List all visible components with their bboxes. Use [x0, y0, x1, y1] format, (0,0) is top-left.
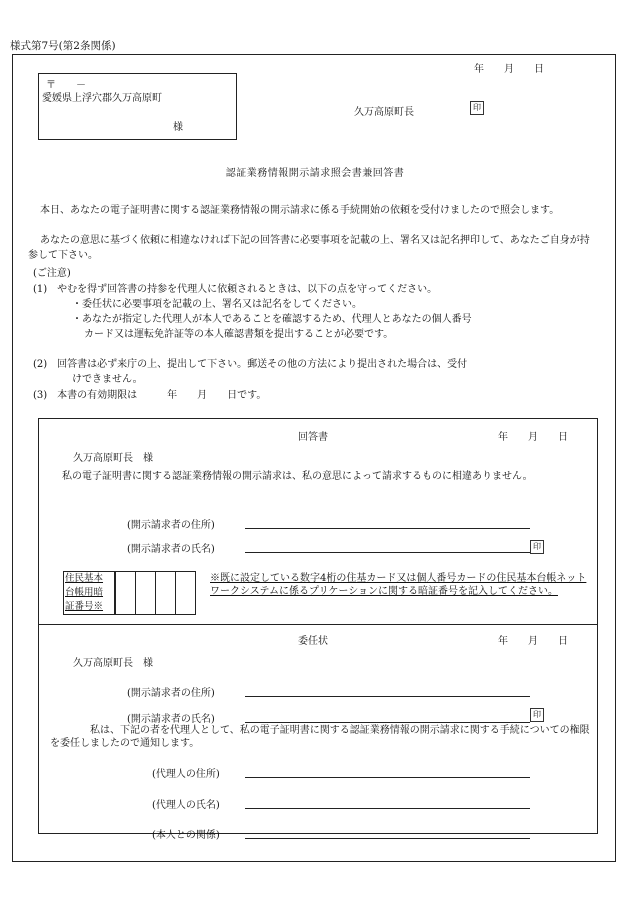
agent-name-line[interactable]: [245, 808, 530, 809]
answer-name-label: (開示請求者の氏名): [127, 544, 215, 555]
answer-name-line[interactable]: [245, 552, 530, 553]
agent-address-label: (代理人の住所): [152, 769, 220, 780]
answer-address-line[interactable]: [245, 528, 530, 529]
document-title: 認証業務情報開示請求照会書兼回答書: [225, 168, 405, 179]
caution-item-1: (1) やむを得ず回答書の持参を代理人に依頼されるときは、以下の点を守ってください。: [33, 284, 438, 295]
section-divider: [38, 624, 598, 625]
caution-item-3: (3) 本書の有効期限は 年 月 日です。: [33, 390, 267, 401]
issuer-name: 久万高原町長: [354, 107, 414, 118]
caution-item-2-cont: けできません。: [72, 374, 143, 385]
caution-item-2: (2) 回答書は必ず来庁の上、提出して下さい。郵送その他の方法により提出された場合は、受付: [33, 359, 468, 370]
proxy-addressee: 久万高原町長 様: [73, 658, 153, 669]
answer-addressee: 久万高原町長 様: [73, 453, 153, 464]
proxy-seal: 印: [530, 708, 544, 722]
pin-digit-1[interactable]: [115, 571, 136, 615]
pin-digit-2[interactable]: [135, 571, 156, 615]
issue-date: 年 月 日: [474, 64, 544, 75]
address-box: [38, 73, 237, 140]
caution-item-1-bullet-2: ・あなたが指定した代理人が本人であることを確認するため、代理人とあなたの個人番号: [72, 314, 472, 325]
issuer-seal: 印: [470, 101, 484, 115]
intro-paragraph-1: 本日、あなたの電子証明書に関する認証業務情報の開示請求に係る手続開始の依頼を受付けましたので照会します。: [40, 205, 560, 216]
proxy-title: 委任状: [298, 636, 328, 647]
recipient-honorific: 様: [173, 122, 183, 133]
answer-address-label: (開示請求者の住所): [127, 520, 215, 531]
postal-code: 〒 －: [46, 80, 86, 91]
pin-label: [63, 571, 115, 615]
pin-label-line-2: 台帳用暗: [65, 587, 104, 598]
answer-statement: 私の電子証明書に関する認証業務情報の開示請求は、私の意思によって請求するものに相違ありません。: [62, 471, 533, 482]
pin-note: ※既に設定している数字4桁の住基カード又は個人番号カードの住民基本台帳ネットワークシステムに係るプリケーションに関する暗証番号を記入してください。: [210, 573, 587, 597]
proxy-statement: 私は、下記の者を代理人として、私の電子証明書に関する認証業務情報の開示請求に関する手続についての権限を委任しましたので通知します。: [50, 725, 590, 749]
pin-digit-3[interactable]: [155, 571, 176, 615]
proxy-date: 年 月 日: [498, 636, 568, 647]
pin-digit-4[interactable]: [175, 571, 196, 615]
answer-seal: 印: [530, 540, 544, 554]
agent-address-line[interactable]: [245, 777, 530, 778]
caution-heading: (ご注意): [33, 268, 71, 279]
proxy-name-label: (開示請求者の氏名): [127, 714, 215, 725]
proxy-address-line[interactable]: [245, 696, 530, 697]
relation-label: (本人との関係): [152, 830, 220, 841]
relation-line[interactable]: [245, 838, 530, 839]
proxy-address-label: (開示請求者の住所): [127, 688, 215, 699]
pin-label-line-3: 証番号※: [65, 601, 104, 612]
answer-date: 年 月 日: [498, 432, 568, 443]
recipient-address: 愛媛県上浮穴郡久万高原町: [42, 93, 162, 104]
caution-item-1-bullet-1: ・委任状に必要事項を記載の上、署名又は記名をしてください。: [72, 299, 362, 310]
agent-name-label: (代理人の氏名): [152, 800, 220, 811]
answer-title: 回答書: [298, 432, 328, 443]
pin-label-line-1: 住民基本: [65, 573, 104, 584]
proxy-name-line[interactable]: [245, 722, 530, 723]
intro-paragraph-2: あなたの意思に基づく依頼に相違なければ下記の回答書に必要事項を記載の上、署名又は記名押印して、あなたご自身が持参して下さい。: [28, 235, 590, 261]
caution-item-1-bullet-2-cont: カード又は運転免許証等の本人確認書類を提出することが必要です。: [84, 329, 394, 340]
form-number: 様式第7号(第2条関係): [10, 40, 116, 52]
